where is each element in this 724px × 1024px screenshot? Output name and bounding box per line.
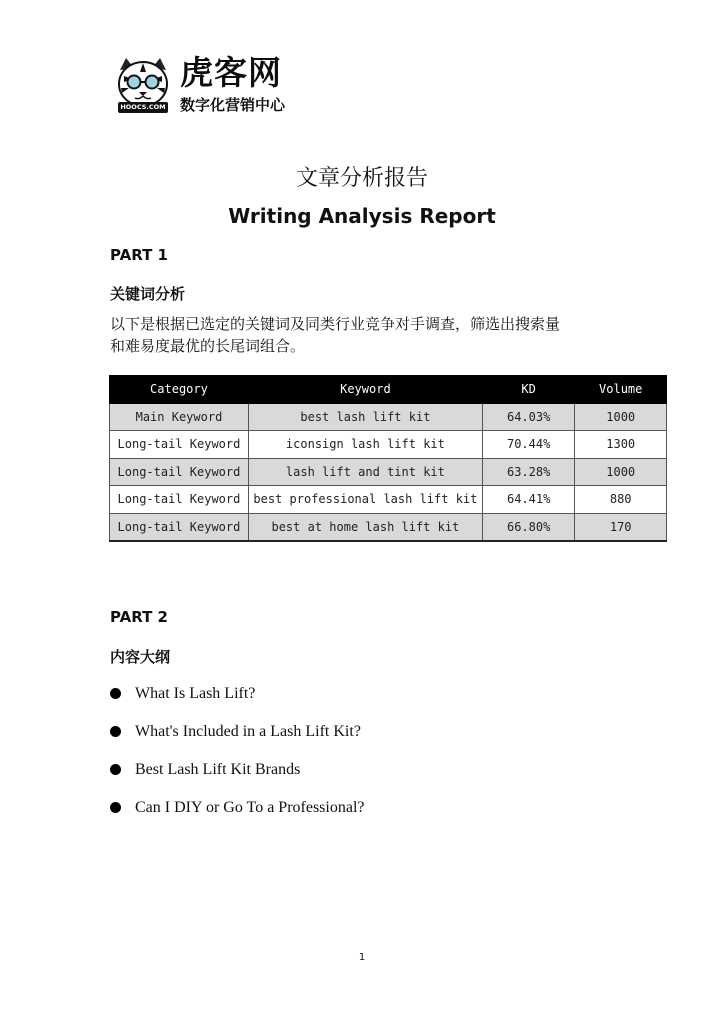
keyword-analysis-intro bbox=[110, 313, 640, 357]
category-cell: Long-tail Keyword bbox=[110, 486, 249, 514]
bullet-icon bbox=[110, 802, 121, 813]
report-title-english: Writing Analysis Report bbox=[228, 204, 496, 228]
company-logo bbox=[112, 52, 302, 122]
table-row bbox=[110, 513, 667, 541]
outline-item-text: Can I DIY or Go To a Professional? bbox=[135, 799, 365, 816]
kd-cell: 64.41% bbox=[482, 486, 575, 514]
volume-cell: 1000 bbox=[575, 403, 667, 431]
column-header-keyword: Keyword bbox=[248, 376, 482, 404]
volume-cell: 1300 bbox=[575, 431, 667, 459]
bullet-icon bbox=[110, 726, 121, 737]
bullet-icon bbox=[110, 764, 121, 775]
logo-tagline: 数字化营销中心 bbox=[180, 96, 286, 114]
logo-domain-badge: HOOCS.COM bbox=[118, 102, 168, 113]
volume-cell: 1000 bbox=[575, 458, 667, 486]
intro-line-2: 和难易度最优的长尾词组合。 bbox=[110, 337, 306, 355]
keyword-cell: best professional lash lift kit bbox=[248, 486, 482, 514]
part1-label: PART 1 bbox=[110, 246, 168, 264]
page-number: 1 bbox=[358, 952, 366, 963]
list-item bbox=[110, 794, 365, 832]
table-header-row bbox=[110, 376, 667, 404]
keyword-cell: best lash lift kit bbox=[248, 403, 482, 431]
table-row bbox=[110, 431, 667, 459]
list-item bbox=[110, 680, 365, 718]
keyword-cell: lash lift and tint kit bbox=[248, 458, 482, 486]
kd-cell: 70.44% bbox=[482, 431, 575, 459]
report-title-chinese: 文章分析报告 bbox=[295, 166, 428, 191]
kd-cell: 66.80% bbox=[482, 513, 575, 541]
table-row bbox=[110, 403, 667, 431]
outline-item-text: Best Lash Lift Kit Brands bbox=[135, 761, 301, 778]
category-cell: Long-tail Keyword bbox=[110, 513, 249, 541]
column-header-category: Category bbox=[110, 376, 249, 404]
volume-cell: 170 bbox=[575, 513, 667, 541]
content-outline-heading: 内容大纲 bbox=[110, 648, 171, 666]
logo-brand-name: 虎客网 bbox=[180, 53, 282, 92]
column-header-kd: KD bbox=[482, 376, 575, 404]
table-row bbox=[110, 458, 667, 486]
outline-item-text: What's Included in a Lash Lift Kit? bbox=[135, 723, 361, 740]
column-header-volume: Volume bbox=[575, 376, 667, 404]
category-cell: Long-tail Keyword bbox=[110, 431, 249, 459]
keyword-cell: best at home lash lift kit bbox=[248, 513, 482, 541]
intro-line-1: 以下是根据已选定的关键词及同类行业竞争对手调查，筛选出搜索量 bbox=[110, 315, 561, 333]
category-cell: Long-tail Keyword bbox=[110, 458, 249, 486]
content-outline-list bbox=[110, 680, 365, 832]
keyword-table bbox=[109, 375, 667, 542]
category-cell: Main Keyword bbox=[110, 403, 249, 431]
kd-cell: 63.28% bbox=[482, 458, 575, 486]
list-item bbox=[110, 718, 365, 756]
keyword-analysis-heading: 关键词分析 bbox=[110, 285, 186, 303]
keyword-cell: iconsign lash lift kit bbox=[248, 431, 482, 459]
table-row bbox=[110, 486, 667, 514]
part2-label: PART 2 bbox=[110, 608, 168, 626]
outline-item-text: What Is Lash Lift? bbox=[135, 685, 256, 702]
list-item bbox=[110, 756, 365, 794]
bullet-icon bbox=[110, 688, 121, 699]
volume-cell: 880 bbox=[575, 486, 667, 514]
kd-cell: 64.03% bbox=[482, 403, 575, 431]
